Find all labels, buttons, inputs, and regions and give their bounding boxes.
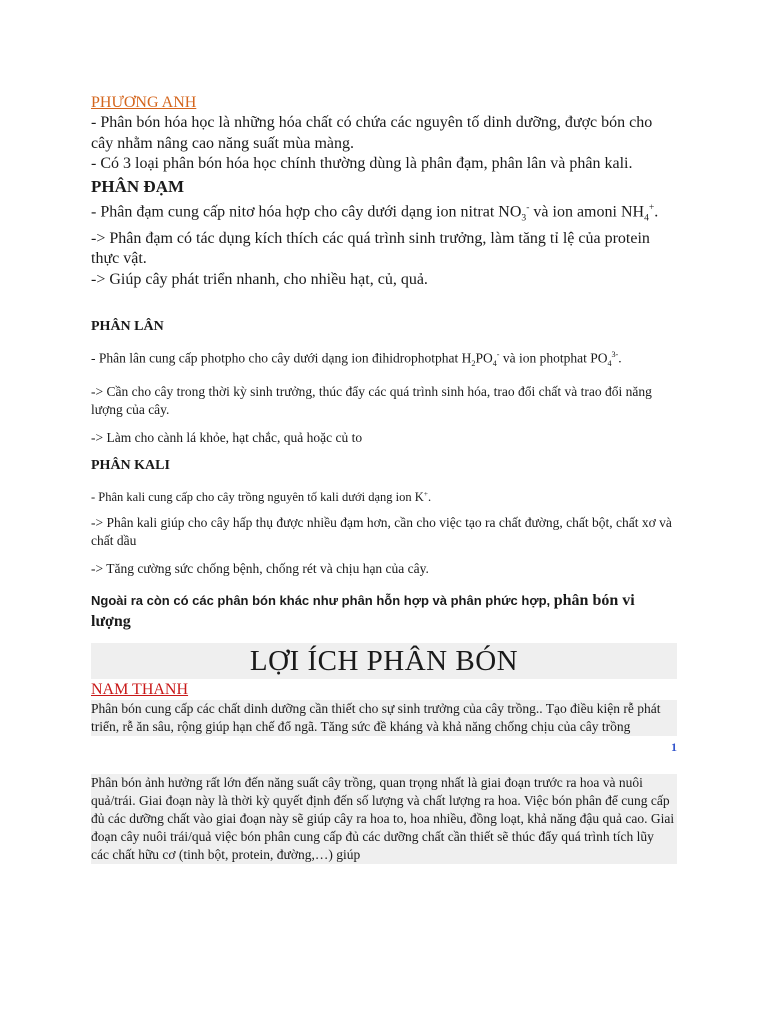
phan-lan-paragraph-3: -> Làm cho cành lá khỏe, hạt chắc, quả hoặc củ to [91,430,363,446]
phan-kali-paragraph-3: -> Tăng cường sức chống bệnh, chống rét và chịu hạn của cây. [91,561,429,577]
heading-phan-lan: PHÂN LÂN [91,319,164,335]
author-name-phuong-anh: PHƯƠNG ANH [91,94,197,111]
phan-kali-paragraph-2: -> Phân kali giúp cho cây hấp thụ được nhiều đạm hơn, cần cho việc tạo ra chất đường, chất bột, chất xơ và chất dầu [91,515,672,549]
author-name-nam-thanh: NAM THANH [91,681,189,699]
benefit-paragraph-1: Phân bón cung cấp các chất dinh dưỡng cần thiết cho sự sinh trưởng của cây trồng.. Tạo điều kiện rễ phát triển, rễ ăn sâu, rộng giúp hạn chế đổ ngã. Tăng sức đề kháng và khả năng chống chịu của cây trồng [91,700,677,736]
phan-dam-paragraph-1: - Phân đạm cung cấp nitơ hóa hợp cho cây dưới dạng ion nitrat $NO_3^-$ và ion amoni $NH_4^+$. [91,201,659,224]
other-fertilizers-sans: Ngoài ra còn có các phân bón khác như phân hỗn hợp và phân phức hợp, [91,593,554,609]
document-page [91,93,677,864]
benefit-title: LỢI ÍCH PHÂN BÓN [91,643,677,679]
phan-dam-paragraph-3: -> Giúp cây phát triển nhanh, cho nhiều hạt, củ, quả. [91,270,428,288]
phan-kali-paragraph-1: - Phân kali cung cấp cho cây trồng nguyên tố kali dưới dạng ion K+. [91,489,432,505]
intro-paragraph-2: - Có 3 loại phân bón hóa học chính thường dùng là phân đạm, phân lân và phân kali. [91,155,633,172]
intro-paragraph-1: - Phân bón hóa học là những hóa chất có chứa các nguyên tố dinh dưỡng, được bón cho cây nhằm nâng cao năng suất mùa màng. [91,114,653,152]
heading-phan-kali: PHÂN KALI [91,458,170,474]
phan-dam-paragraph-2: -> Phân đạm có tác dụng kích thích các quá trình sinh trưởng, làm tăng tỉ lệ của protein thực vật. [91,229,650,268]
phan-lan-paragraph-1: - Phân lân cung cấp photpho cho cây dưới dạng ion đihidrophotphat $H_2PO_4^-$ và ion photphat $PO_4^{3-}$. [91,350,622,369]
benefit-paragraph-2: Phân bón ảnh hưởng rất lớn đến năng suất cây trồng, quan trọng nhất là giai đoạn trước ra hoa và nuôi quả/trái. Giai đoạn này là thời kỳ quyết định đến số lượng và chất lượng ra hoa. Việc bón phân để cung cấp đủ các dưỡng chất vào giai đoạn này sẽ giúp cây ra hoa to, hoa nhiều, đồng loạt, khả năng đậu quả cao. Giai đoạn cây nuôi trái/quả việc bón phân cung cấp đủ các dưỡng chất cần thiết sẽ thúc đẩy quá trình tích lũy các chất hữu cơ (tinh bột, protein, đường,…) giúp [91,774,677,864]
phan-lan-paragraph-2: -> Cần cho cây trong thời kỳ sinh trưởng, thúc đẩy các quá trình sinh hóa, trao đổi chất và trao đổi năng lượng của cây. [91,384,652,418]
heading-phan-dam: PHÂN ĐẠM [91,176,185,196]
other-fertilizers-paragraph [91,590,677,632]
other-fertilizers-serif: phân bón vi lượng [91,592,635,631]
page-number: 1 [671,740,677,755]
